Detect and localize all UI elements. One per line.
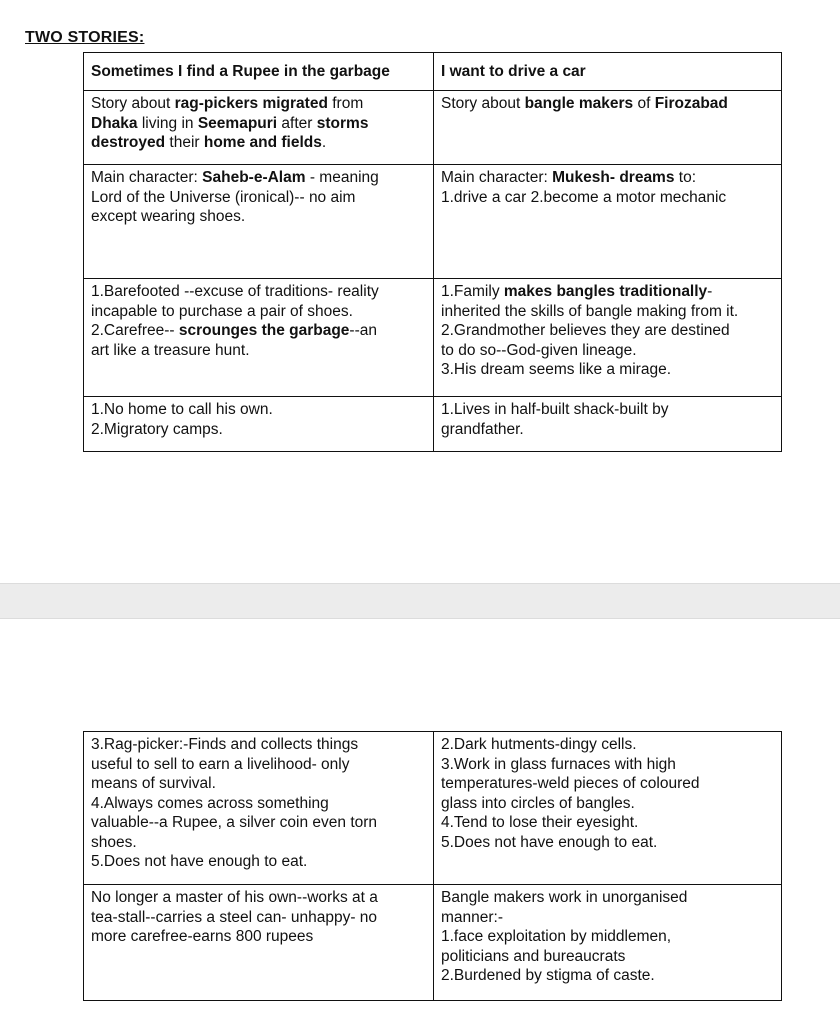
- table-row: [84, 732, 782, 885]
- cut-off-text-line: [60, 0, 360, 4]
- text-run: 5.Does not have enough to eat.: [91, 853, 308, 870]
- bold-text: bangle makers: [524, 95, 634, 112]
- cell-text-line: [441, 908, 776, 928]
- cell-story-1: [84, 885, 434, 1001]
- bold-text: Dhaka: [91, 114, 138, 132]
- cell-text-line: [441, 966, 776, 986]
- cell-story-2: [434, 732, 782, 885]
- table-row: [84, 91, 782, 165]
- cell-text-line: [441, 947, 776, 967]
- cell-text-line: [91, 420, 428, 440]
- text-run: living in: [137, 114, 198, 132]
- text-run: their: [165, 134, 204, 151]
- text-run: valuable--a Rupee, a silver coin even torn: [91, 814, 378, 831]
- text-run: 2.Burdened by stigma of caste.: [441, 967, 655, 984]
- cell-text-line: [441, 282, 776, 302]
- text-run: tea-stall--carries a steel can- unhappy- no: [91, 908, 378, 926]
- bold-text: makes bangles traditionally: [503, 283, 708, 300]
- cell-story-1: [84, 165, 434, 279]
- cell-text-line: [91, 908, 428, 928]
- cell-story-2: [434, 165, 782, 279]
- cell-text-line: [91, 341, 428, 361]
- cell-text-line: [91, 133, 428, 153]
- text-run: politicians and bureaucrats: [441, 947, 626, 965]
- cell-story-1: [84, 397, 434, 452]
- table-row: [84, 397, 782, 452]
- cell-story-1: [84, 279, 434, 397]
- text-run: No longer a master of his own--works at a: [91, 889, 378, 906]
- text-run: 1.Barefooted --excuse of traditions- reality: [91, 283, 379, 300]
- text-run: inherited the skills of bangle making from it.: [441, 302, 739, 320]
- text-run: 2.Dark hutments-dingy cells.: [441, 736, 637, 753]
- table-header-row: [84, 53, 782, 91]
- cell-text-line: [91, 774, 428, 794]
- cell-text-line: [441, 360, 776, 380]
- table-row: [84, 885, 782, 1001]
- text-run: from: [327, 95, 364, 112]
- cell-text-line: [441, 168, 776, 188]
- cell-text-line: [441, 188, 776, 208]
- text-run: Lord of the Universe (ironical)-- no aim: [91, 188, 356, 206]
- bold-text: Saheb-e-Alam: [202, 169, 306, 186]
- cell-text-line: [441, 321, 776, 341]
- bold-text: destroyed: [91, 134, 166, 151]
- cell-text-line: [91, 207, 428, 227]
- cell-text-line: [441, 94, 776, 114]
- cell-text-line: [441, 755, 776, 775]
- text-run: shoes.: [91, 833, 137, 851]
- text-run: 5.Does not have enough to eat.: [441, 833, 658, 851]
- page-separator: [0, 583, 840, 619]
- cell-story-2: [434, 397, 782, 452]
- cell-story-2: [434, 91, 782, 165]
- text-run: manner:-: [441, 908, 504, 926]
- bold-text: home and fields: [203, 134, 322, 151]
- text-run: --an: [349, 322, 377, 339]
- text-run: after: [277, 114, 317, 132]
- column-header-story-1: Sometimes I find a Rupee in the garbage: [84, 53, 434, 91]
- cell-text-line: [91, 813, 428, 833]
- text-run: to do so--God-given lineage.: [441, 341, 637, 359]
- text-run: 2.Migratory camps.: [91, 420, 223, 438]
- cell-text-line: [441, 813, 776, 833]
- cell-story-2: [434, 885, 782, 1001]
- cell-text-line: [91, 400, 428, 420]
- text-run: 2.Carefree--: [91, 322, 179, 339]
- text-run: of: [633, 95, 655, 112]
- text-run: glass into circles of bangles.: [441, 794, 635, 812]
- cell-text-line: [91, 94, 428, 114]
- cell-text-line: [441, 420, 776, 440]
- table-row: [84, 279, 782, 397]
- bold-text: rag-pickers migrated: [174, 95, 328, 112]
- cell-text-line: [441, 888, 776, 908]
- cell-text-line: [441, 774, 776, 794]
- bold-text: Seemapuri: [197, 114, 278, 132]
- text-run: 1.Lives in half-built shack-built by: [441, 401, 669, 418]
- cell-story-1: [84, 91, 434, 165]
- cell-text-line: [441, 302, 776, 322]
- text-run: Story about: [91, 95, 175, 112]
- cell-story-2: [434, 279, 782, 397]
- cell-text-line: [91, 302, 428, 322]
- cell-text-line: [91, 888, 428, 908]
- text-run: 4.Always comes across something: [91, 794, 329, 812]
- text-run: more carefree-earns 800 rupees: [91, 928, 314, 945]
- text-run: 1.drive a car 2.become a motor mechanic: [441, 188, 727, 206]
- cell-text-line: [91, 168, 428, 188]
- cell-text-line: [91, 735, 428, 755]
- column-header-story-2: I want to drive a car: [434, 53, 782, 91]
- text-run: 4.Tend to lose their eyesight.: [441, 814, 639, 831]
- text-run: Main character:: [91, 169, 203, 186]
- text-run: - meaning: [305, 169, 379, 186]
- bold-text: Firozabad: [654, 95, 728, 112]
- cell-text-line: [441, 400, 776, 420]
- cell-text-line: [91, 282, 428, 302]
- cell-story-1: [84, 732, 434, 885]
- text-run: means of survival.: [91, 775, 216, 792]
- text-run: useful to sell to earn a livelihood- only: [91, 755, 350, 773]
- cell-text-line: [441, 341, 776, 361]
- text-run: grandfather.: [441, 420, 524, 438]
- cell-text-line: [91, 321, 428, 341]
- cell-text-line: [441, 735, 776, 755]
- text-run: 1.face exploitation by middlemen,: [441, 928, 672, 945]
- cell-text-line: [91, 852, 428, 872]
- text-run: except wearing shoes.: [91, 208, 246, 225]
- comparison-table-top: [83, 52, 782, 452]
- cell-text-line: [91, 188, 428, 208]
- text-run: Story about: [441, 95, 525, 112]
- cell-text-line: [441, 833, 776, 853]
- text-run: 1.No home to call his own.: [91, 401, 273, 418]
- text-run: .: [321, 134, 327, 151]
- text-run: -: [707, 283, 713, 300]
- table-row: [84, 165, 782, 279]
- bold-text: storms: [316, 114, 369, 132]
- text-run: 1.Family: [441, 283, 504, 300]
- text-run: incapable to purchase a pair of shoes.: [91, 302, 353, 320]
- text-run: 2.Grandmother believes they are destined: [441, 322, 730, 339]
- text-run: to:: [674, 169, 697, 186]
- comparison-table-bottom: [83, 731, 782, 1001]
- text-run: 3.His dream seems like a mirage.: [441, 361, 671, 378]
- cell-text-line: [91, 833, 428, 853]
- cell-text-line: [91, 794, 428, 814]
- text-run: Main character:: [441, 169, 553, 186]
- text-run: art like a treasure hunt.: [91, 341, 250, 359]
- cell-text-line: [91, 114, 428, 134]
- cell-text-line: [91, 755, 428, 775]
- text-run: Bangle makers work in unorganised: [441, 889, 688, 906]
- cell-text-line: [441, 794, 776, 814]
- section-heading: TWO STORIES:: [25, 29, 145, 46]
- text-run: 3.Work in glass furnaces with high: [441, 755, 676, 773]
- text-run: 3.Rag-picker:-Finds and collects things: [91, 736, 359, 753]
- cell-text-line: [441, 927, 776, 947]
- bold-text: Mukesh- dreams: [552, 169, 675, 186]
- cell-text-line: [91, 927, 428, 947]
- text-run: temperatures-weld pieces of coloured: [441, 775, 700, 792]
- bold-text: scrounges the garbage: [178, 322, 350, 339]
